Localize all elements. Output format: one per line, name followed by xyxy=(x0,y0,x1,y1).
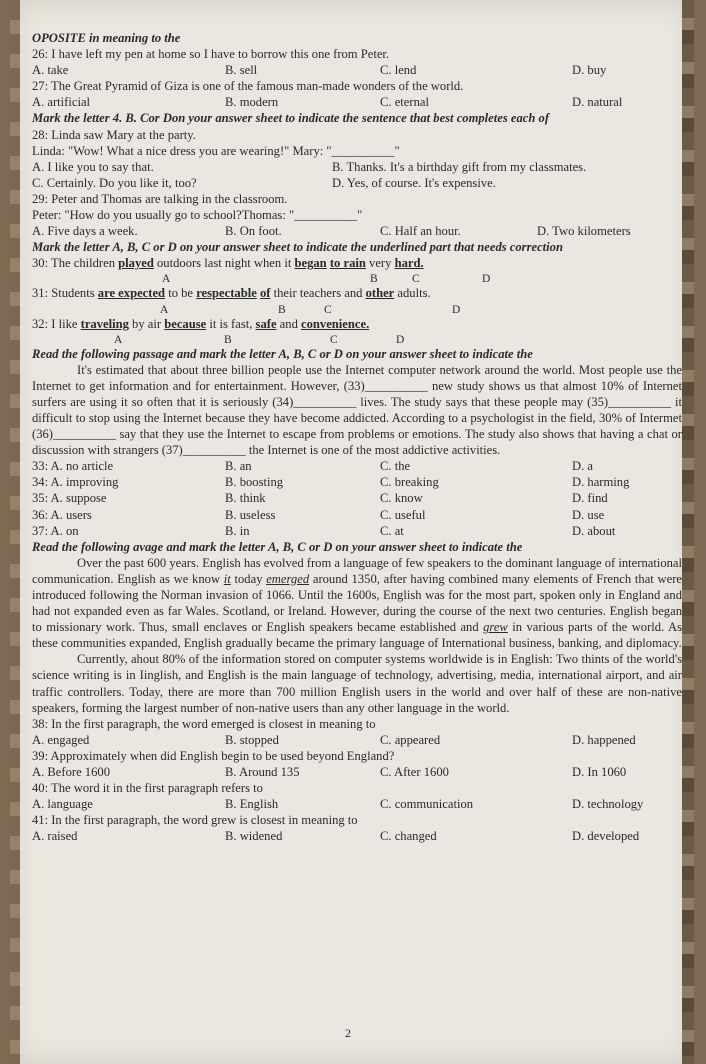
option-c: C. lend xyxy=(380,63,417,78)
option-d: D. In 1060 xyxy=(572,765,627,780)
question xyxy=(32,716,682,732)
question-stem: 38: In the first paragraph, the word emerged is closest in meaning to xyxy=(32,716,376,731)
question: 31: Students are expected to be respectable of their teachers and other adults. xyxy=(32,286,431,301)
question-stem: 27: The Great Pyramid of Giza is one of the famous man-made wonders of the world. xyxy=(32,79,464,94)
underlined-b: because xyxy=(164,316,207,331)
question xyxy=(32,46,682,62)
option-b: B. On foot. xyxy=(225,224,282,239)
options-row xyxy=(32,796,682,812)
option-a: A. engaged xyxy=(32,732,90,747)
option-d: D. developed xyxy=(572,829,640,844)
underlined-c: to rain xyxy=(329,256,366,271)
question-stem: 39: Approximately when did English begin to be used beyond England? xyxy=(32,748,395,763)
option-d: D. natural xyxy=(572,95,623,110)
option-d: D. Two kilometers xyxy=(537,224,631,239)
question xyxy=(32,780,682,796)
option-d: D. happened xyxy=(572,732,636,747)
question-prompt xyxy=(32,207,682,223)
option-c: C. breaking xyxy=(380,475,439,490)
passage-2-paragraph-2: Currently, ahout 80% of the information stored on computer systems worldwide is in English: Two thints of the world's science writing is in Iinglish, and English is the main language of technology, advertising, media, international airport, and air traffic controllers. Today, there are more than 700 million English users in the world and over half of these are non-native speakers, forming the largest number of non-native users than any other language in the world. xyxy=(32,652,682,715)
question-stem: 29: Peter and Thomas are talking in the classroom. xyxy=(32,191,288,206)
option-b: B. modern xyxy=(225,95,279,110)
options-row xyxy=(32,523,682,539)
dialogue: Peter: "How do you usually go to school?Thomas: "__________" xyxy=(32,208,363,223)
exam-paper xyxy=(10,0,694,1064)
section-heading: OPOSITE in meaning to the xyxy=(32,31,181,45)
option-c: C. Half an hour. xyxy=(380,224,461,239)
options-row xyxy=(32,507,682,523)
option-d: D. about xyxy=(572,523,616,538)
passage-2-paragraph-1: Over the past 600 years. English has evolved from a language of few speakers to the dominant language of international communication. English as we know it today emerged around 1350, after having combined many elements of French that were introduced following the Norman invasion of 1066. Until the 1600s, English was for the most part, spoken only in England and had not expanded even as far Wales. Scotland, or Ireland. However, during the course of the next two centuries. English began to missionary work. Thus, small enclaves or English speakers became established and grew in various parts of the world. As these communities expanded, English gradually became the primary language of International business, banking, and diplomacy. xyxy=(32,555,683,651)
question xyxy=(32,748,682,764)
options-row xyxy=(32,828,682,844)
option-c: C. useful xyxy=(380,507,426,522)
underlined-b: respectable xyxy=(196,286,257,301)
dialogue: Linda: "Wow! What a nice dress you are wearing!" Mary: "__________" xyxy=(32,143,400,158)
option-a: 33: A. no article xyxy=(32,459,114,474)
option-c: C. know xyxy=(380,491,423,506)
option-b: B. Around 135 xyxy=(225,765,300,780)
question xyxy=(32,127,682,143)
underlined-a: traveling xyxy=(80,316,129,331)
option-c: C. at xyxy=(380,523,404,538)
option-b: B. English xyxy=(225,797,279,812)
table-background-left xyxy=(10,0,20,1064)
section-heading: Read the following passage and mark the letter A, B, C or D on your answer sheet to indicate the xyxy=(32,346,533,361)
options-row xyxy=(32,458,682,474)
option-c: C. Certainly. Do you like it, too? xyxy=(32,175,197,190)
option-letters: A B C D xyxy=(114,333,405,346)
option-d: D. use xyxy=(572,507,605,522)
page-number: 2 xyxy=(345,1026,351,1040)
question-stem: 26: I have left my pen at home so I have to borrow this one from Peter. xyxy=(32,47,390,62)
underlined-a: played xyxy=(118,256,154,271)
underlined-d: hard. xyxy=(394,256,424,271)
options-row xyxy=(32,474,682,490)
option-c: C. the xyxy=(380,459,411,474)
option-a: 34: A. improving xyxy=(32,475,119,490)
passage-1: It's estimated that about three billion people use the Internet computer network around the world. Most people use the Internet to get information and for entertainment. However, (33)__________ new study shows us that almost 10% of Internet surfers are using it so often that it is seriously (34)__________ lives. The study says that these people may (35)__________ it difficult to stop using the Internet because they have become addicted. According to a psychologist in the field, 30% of Intermet (36)__________ say that they use the Internet to escape from problems or emotions. The study also shows that having a chat or discussion with strangers (37)__________ the Internet is one of the most addictive activities. xyxy=(32,362,682,458)
options-row xyxy=(32,490,682,506)
exam-content xyxy=(32,30,682,845)
option-d: D. a xyxy=(572,459,593,474)
options-row xyxy=(32,764,682,780)
table-background-right xyxy=(682,0,694,1064)
option-c: C. eternal xyxy=(380,95,429,110)
section-heading: Mark the letter 4. B. Cor Don your answer sheet to indicate the sentence that best completes each of xyxy=(32,111,550,126)
question-stem: 40: The word it in the first paragraph refers to xyxy=(32,781,263,796)
option-b: B. sell xyxy=(225,63,258,78)
underlined-a: are expected xyxy=(97,286,166,301)
option-d: D. find xyxy=(572,491,608,506)
question xyxy=(32,812,682,828)
option-c: C. changed xyxy=(380,829,437,844)
options-row xyxy=(32,159,682,175)
options-row xyxy=(32,175,682,191)
option-a: 36: A. users xyxy=(32,507,92,522)
option-c: C. appeared xyxy=(380,732,441,747)
option-a: 35: A. suppose xyxy=(32,491,107,506)
options-row xyxy=(32,223,682,239)
section-heading: Mark the letter A, B, C or D on your answer sheet to indicate the underlined part that needs correction xyxy=(32,240,563,255)
option-d: D. harming xyxy=(572,475,630,490)
option-b: B. boosting xyxy=(225,475,284,490)
option-a: A. Before 1600 xyxy=(32,765,110,780)
option-b: B. think xyxy=(225,491,266,506)
question xyxy=(32,191,682,207)
underlined-d: other xyxy=(365,286,395,301)
option-b: B. widened xyxy=(225,829,283,844)
option-a: A. language xyxy=(32,797,93,812)
option-a: A. artificial xyxy=(32,95,91,110)
options-row xyxy=(32,94,682,110)
option-b: B. in xyxy=(225,523,250,538)
option-b: B. stopped xyxy=(225,732,279,747)
option-a: 37: A. on xyxy=(32,523,79,538)
question-stem: 28: Linda saw Mary at the party. xyxy=(32,127,196,142)
underlined-c: safe xyxy=(255,316,277,331)
question: 32: I like traveling by air because it is fast, safe and convenience. xyxy=(32,316,370,331)
option-b: B. Thanks. It's a birthday gift from my classmates. xyxy=(332,159,587,174)
question-prompt xyxy=(32,143,682,159)
option-c: C. communication xyxy=(380,797,474,812)
option-c: C. After 1600 xyxy=(380,765,449,780)
question-stem: 41: In the first paragraph, the word grew is closest in meaning to xyxy=(32,813,358,828)
options-row xyxy=(32,62,682,78)
underlined-b: began xyxy=(294,256,327,271)
option-a: A. take xyxy=(32,63,69,78)
question: 30: The children played outdoors last night when it began to rain very hard. xyxy=(32,256,424,271)
option-letters: A B C D xyxy=(162,273,491,286)
section-heading: Read the following avage and mark the letter A, B, C or D on your answer sheet to indicate the xyxy=(32,539,523,554)
options-row xyxy=(32,732,682,748)
underlined-d: convenience. xyxy=(301,316,370,331)
option-d: D. buy xyxy=(572,63,607,78)
option-d: D. Yes, of course. It's expensive. xyxy=(332,175,496,190)
option-b: B. useless xyxy=(225,507,276,522)
option-b: B. an xyxy=(225,459,252,474)
option-a: A. raised xyxy=(32,829,78,844)
option-d: D. technology xyxy=(572,797,644,812)
option-letters: A B C D xyxy=(160,303,461,316)
option-a: A. I like you to say that. xyxy=(32,159,154,174)
underlined-c: of xyxy=(259,286,271,301)
option-a: A. Five days a week. xyxy=(32,224,138,239)
question xyxy=(32,78,682,94)
